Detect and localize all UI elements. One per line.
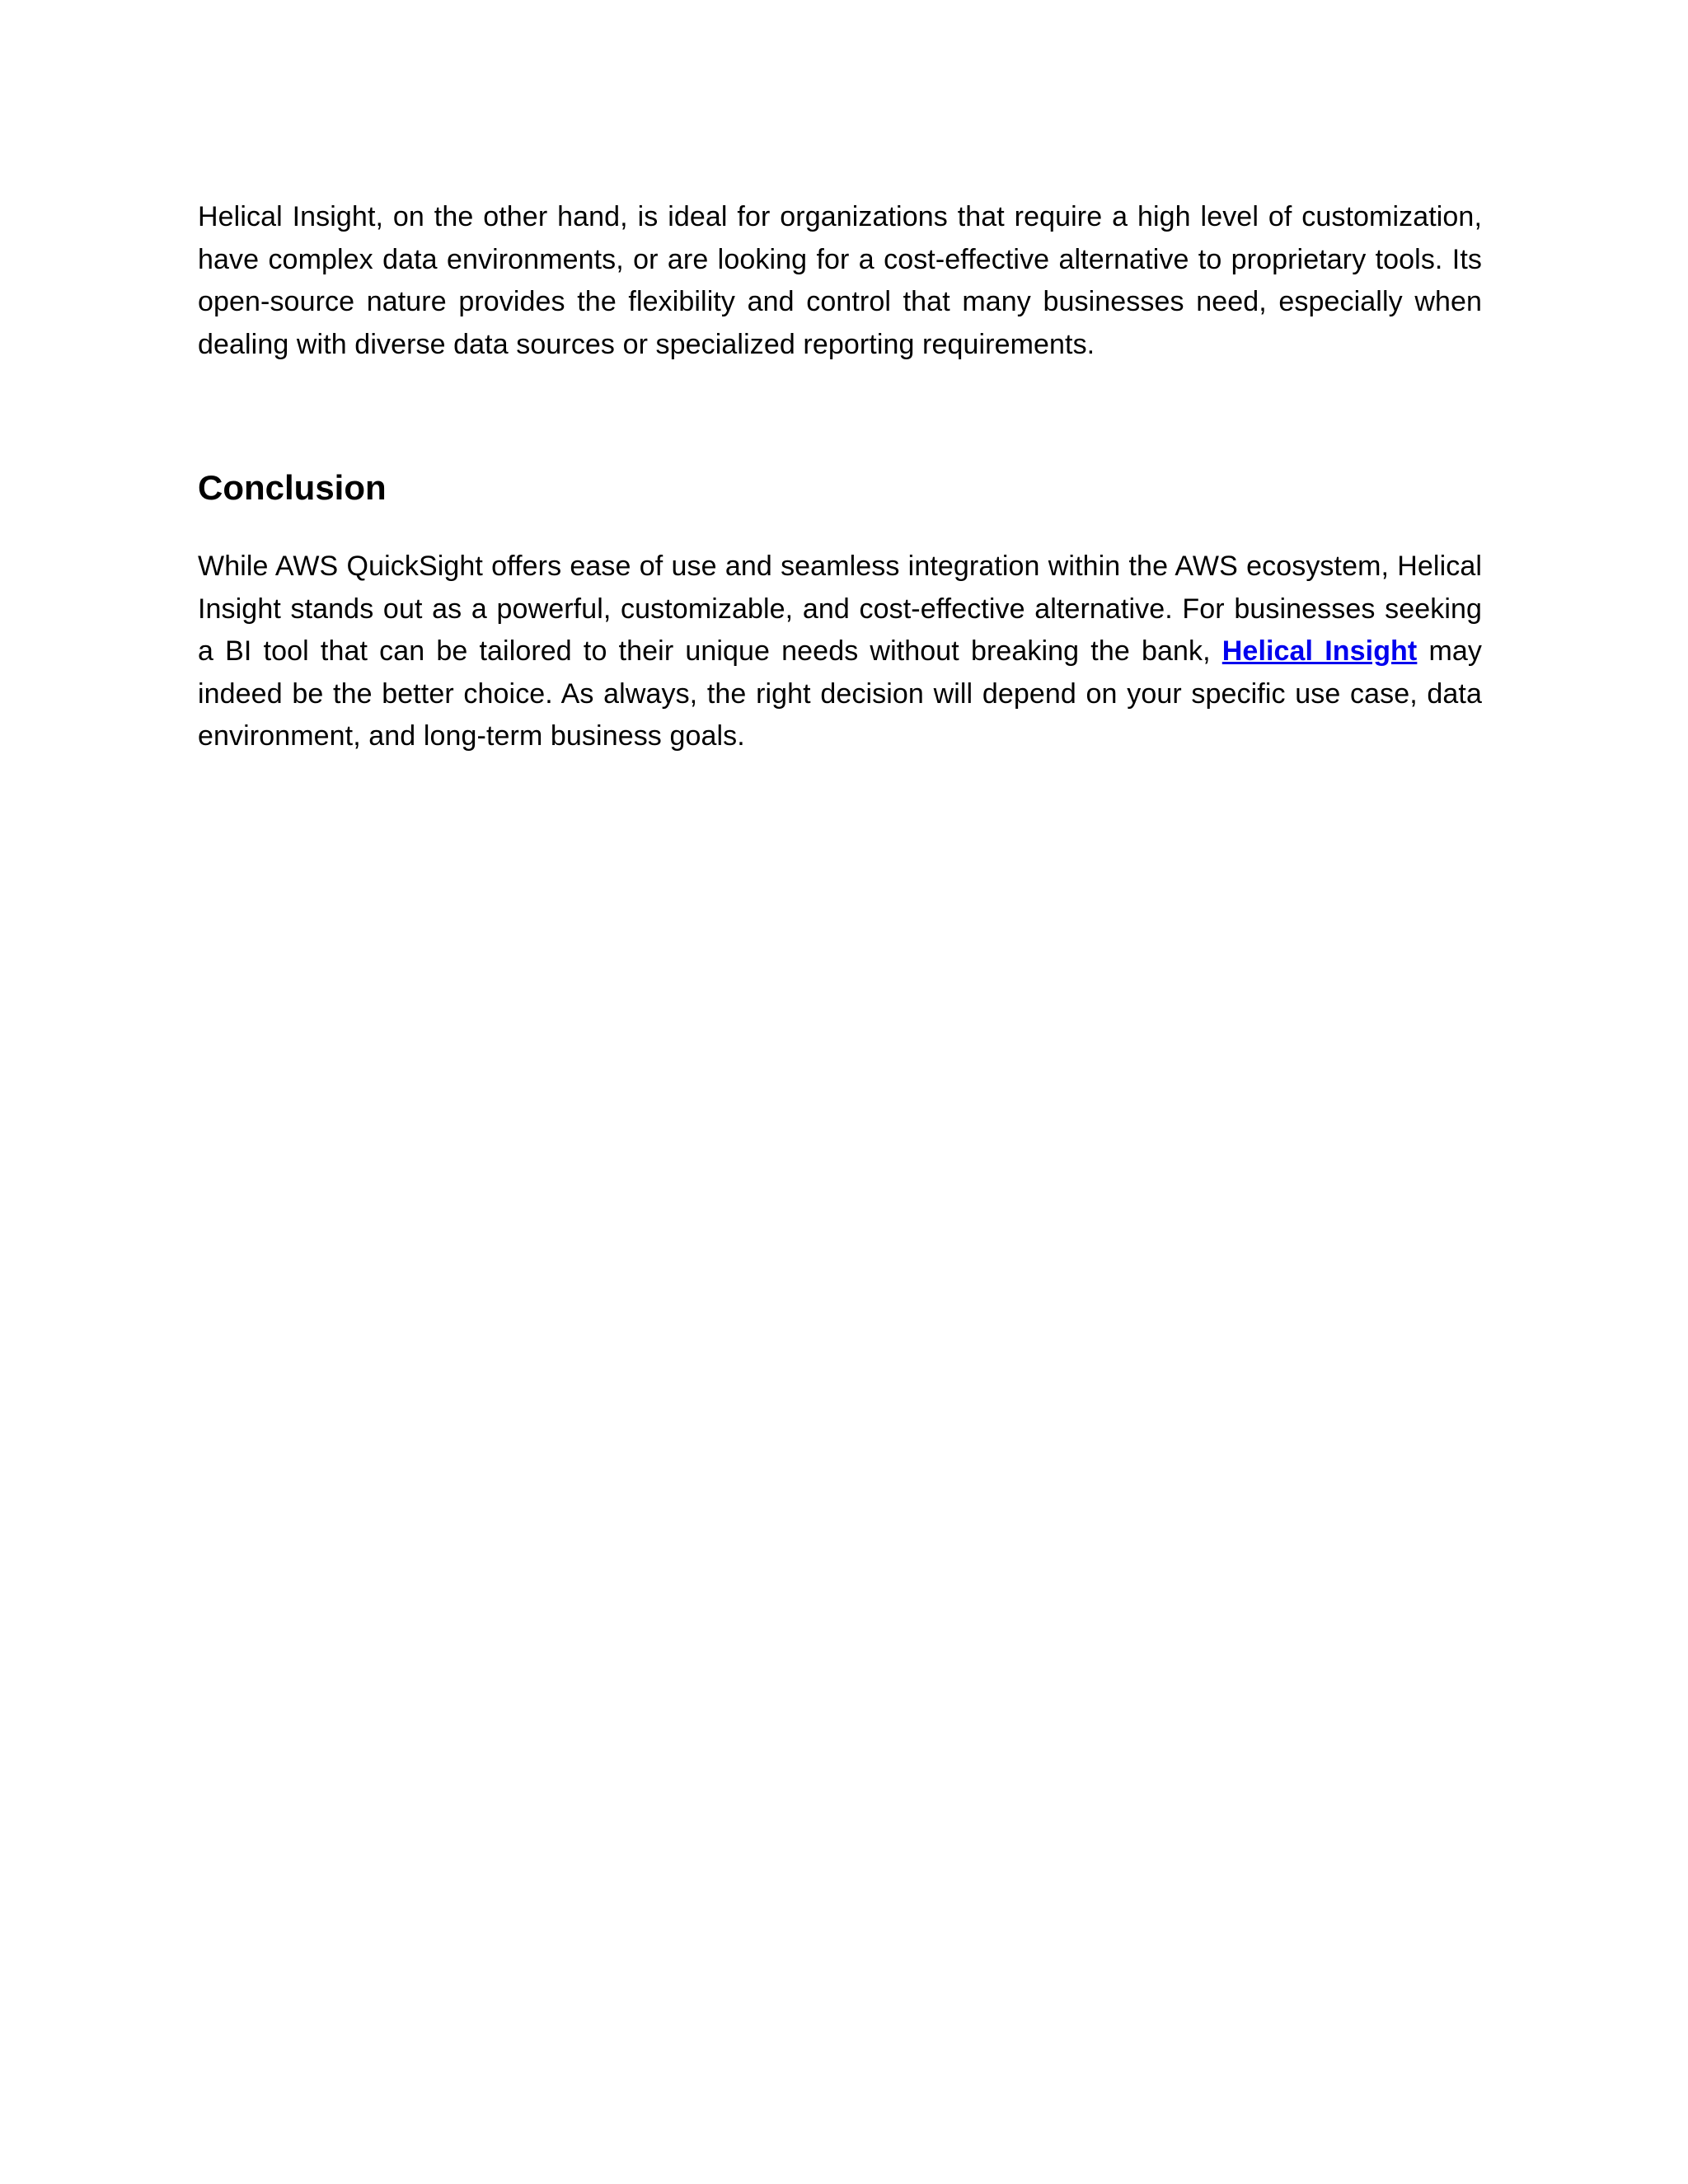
conclusion-text-before-link: While AWS QuickSight offers ease of use and seamless integration within the AWS ecosystem, Helical Insight stands out as a powerful, customizable, and cost-effective alternative. For businesses seeking a BI tool that can be tailored to their unique needs without breaking the bank, — [198, 551, 1482, 667]
intro-paragraph: Helical Insight, on the other hand, is ideal for organizations that require a high level of customization, have complex data environments, or are looking for a cost-effective alternative to proprietary tools. Its open-source nature provides the flexibility and control that many businesses need, especially when dealing with diverse data sources or specialized reporting requirements. — [198, 201, 1482, 360]
conclusion-paragraph — [198, 546, 1482, 758]
conclusion-heading: Conclusion — [198, 468, 387, 507]
helical-insight-link[interactable]: Helical Insight — [1221, 635, 1418, 667]
conclusion-text-after-link: may indeed be the better choice. As always, the right decision will depend on your specific use case, data environment, and long-term business goals. — [198, 635, 1483, 752]
page-content — [198, 196, 1483, 752]
